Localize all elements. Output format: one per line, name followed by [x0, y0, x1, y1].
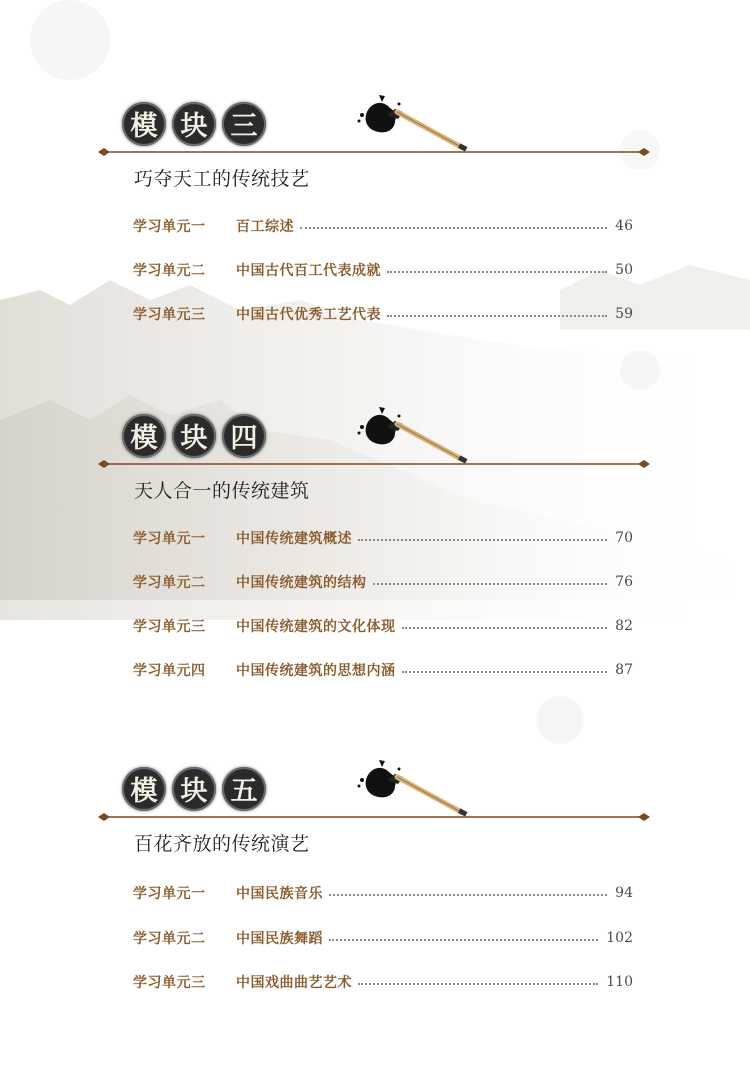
page-number: 70	[615, 530, 633, 546]
unit-label: 学习单元三	[133, 619, 206, 635]
toc-entry[interactable]	[133, 971, 633, 993]
dot-leader	[387, 271, 607, 273]
module-badge	[122, 412, 282, 462]
dot-leader	[387, 315, 607, 317]
unit-label: 学习单元二	[133, 263, 206, 279]
badge-char: 五	[222, 767, 266, 811]
entry-title: 中国传统建筑的结构	[236, 575, 367, 591]
page-number: 50	[615, 262, 633, 278]
toc-entry[interactable]	[133, 615, 633, 637]
module-badge	[122, 100, 282, 150]
unit-label: 学习单元二	[133, 575, 206, 591]
entry-title: 中国古代百工代表成就	[236, 263, 381, 279]
page-number: 82	[615, 618, 633, 634]
section-divider	[98, 459, 650, 469]
unit-label: 学习单元三	[133, 307, 206, 323]
page-number: 94	[615, 885, 633, 901]
toc-entry[interactable]	[133, 927, 633, 949]
page-number: 76	[615, 574, 633, 590]
dot-leader	[329, 894, 607, 896]
unit-label: 学习单元一	[133, 886, 206, 902]
dot-leader	[402, 627, 608, 629]
entry-title: 中国戏曲曲艺艺术	[236, 975, 352, 991]
entry-title: 百工综述	[236, 219, 294, 235]
page-number: 102	[606, 930, 633, 946]
toc-entry[interactable]	[133, 659, 633, 681]
module-subtitle: 巧夺天工的传统技艺	[134, 168, 310, 190]
entry-title: 中国民族舞蹈	[236, 931, 323, 947]
page-number: 46	[615, 218, 633, 234]
unit-label: 学习单元四	[133, 663, 206, 679]
page-number: 59	[615, 306, 633, 322]
unit-label: 学习单元一	[133, 219, 206, 235]
badge-char: 四	[222, 414, 266, 458]
badge-char: 块	[172, 767, 216, 811]
toc-entry[interactable]	[133, 571, 633, 593]
dot-leader	[373, 583, 608, 585]
dot-leader	[358, 539, 607, 541]
entry-title: 中国传统建筑的思想内涵	[236, 663, 396, 679]
entry-title: 中国传统建筑概述	[236, 531, 352, 547]
unit-label: 学习单元一	[133, 531, 206, 547]
dot-leader	[329, 939, 598, 941]
section-divider	[98, 812, 650, 822]
module-subtitle: 天人合一的传统建筑	[134, 480, 310, 502]
dot-leader	[402, 671, 608, 673]
page-number: 110	[606, 974, 633, 990]
entry-title: 中国民族音乐	[236, 886, 323, 902]
dot-leader	[358, 983, 598, 985]
badge-char: 模	[122, 767, 166, 811]
badge-char: 三	[222, 102, 266, 146]
toc-entry[interactable]	[133, 215, 633, 237]
badge-char: 模	[122, 414, 166, 458]
unit-label: 学习单元三	[133, 975, 206, 991]
page-number: 87	[615, 662, 633, 678]
badge-char: 块	[172, 414, 216, 458]
unit-label: 学习单元二	[133, 931, 206, 947]
entry-title: 中国传统建筑的文化体现	[236, 619, 396, 635]
badge-char: 模	[122, 102, 166, 146]
module-badge	[122, 765, 282, 815]
module-subtitle: 百花齐放的传统演艺	[134, 833, 310, 855]
toc-entry[interactable]	[133, 259, 633, 281]
toc-entry[interactable]	[133, 303, 633, 325]
dot-leader	[300, 227, 607, 229]
entry-title: 中国古代优秀工艺代表	[236, 307, 381, 323]
toc-entry[interactable]	[133, 527, 633, 549]
toc-entry[interactable]	[133, 882, 633, 904]
badge-char: 块	[172, 102, 216, 146]
section-divider	[98, 147, 650, 157]
